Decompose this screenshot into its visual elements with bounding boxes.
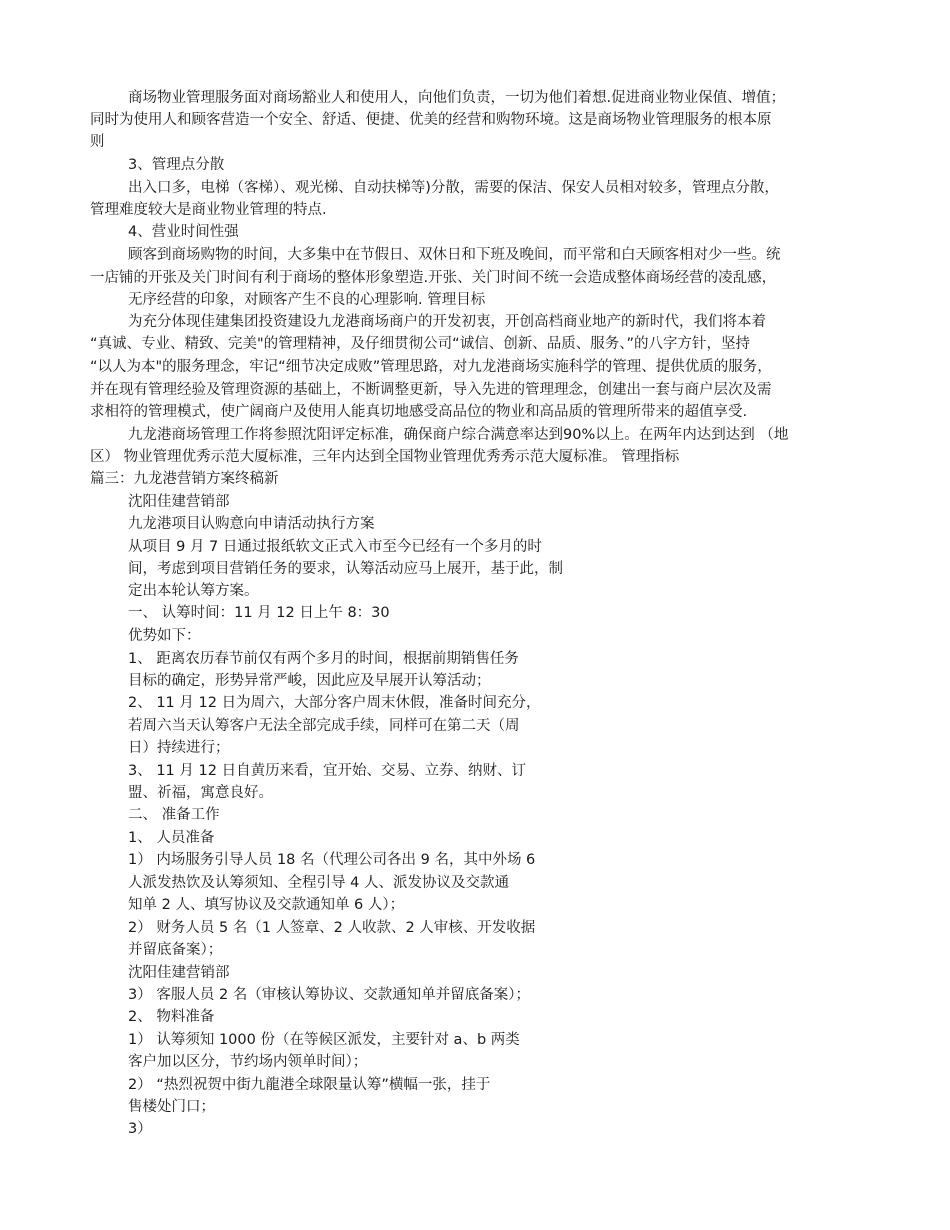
text-line: 同时为使用人和顾客营造一个安全、舒适、便捷、优美的经营和购物环境。这是商场物业管理服务的根本原 <box>90 112 772 128</box>
text-line: 沈阳佳建营销部 <box>128 494 230 510</box>
text-line: “以人为本"的服务理念，牢记“细节决定成败”管理思路，对九龙港商场实施科学的管理、提供优质的服务， <box>90 359 772 375</box>
text-line: 3） 客服人员 2 名（审核认筹协议、交款通知单并留底备案）； <box>128 987 531 1003</box>
text-line: 管理难度较大是商业物业管理的特点. <box>90 202 327 218</box>
text-line: 日）持续进行； <box>128 740 230 756</box>
text-line: 沈阳佳建营销部 <box>128 965 230 981</box>
text-line: 若周六当天认筹客户无法全部完成手续，同样可在第二天（周 <box>128 718 520 734</box>
text-line: 2） 财务人员 5 名（1 人签章、2 人收款、2 人审核、开发收据 <box>128 920 536 936</box>
text-line: 九龙港商场管理工作将参照沈阳评定标准，确保商户综合满意率达到90%以上。在两年内达到达到 （地 <box>128 427 789 443</box>
text-line: 商场物业管理服务面对商场豁业人和使用人，向他们负责，一切为他们着想.促进商业物业保值、增值； <box>128 90 786 106</box>
text-line: 1） 内场服务引导人员 18 名（代理公司各出 9 名，其中外场 6 <box>128 852 536 868</box>
text-line: 一、 认筹时间：11 月 12 日上午 8：30 <box>128 605 390 621</box>
text-line: 盟、祈福，寓意良好。 <box>128 785 273 801</box>
text-line: 2、 物料准备 <box>128 1009 215 1025</box>
text-line: 2、 11 月 12 日为周六，大部分客户周末休假，准备时间充分， <box>128 695 541 711</box>
text-line: 无序经营的印象，对顾客产生不良的心理影响. 管理目标 <box>128 292 486 308</box>
text-line: 知单 2 人、填写协议及交款通知单 6 人）； <box>128 897 405 913</box>
text-line: 售楼处门口； <box>128 1099 215 1115</box>
text-line: 则 <box>90 134 105 150</box>
section-heading: 3、管理点分散 <box>128 157 225 173</box>
section-heading: 4、营业时间性强 <box>128 224 239 240</box>
text-line: 一店铺的开张及关门时间有利于商场的整体形象塑造.开张、关门时间不统一会造成整体商场经营的凌乱感， <box>90 270 777 286</box>
text-line: “真诚、专业、精致、完美"的管理精神，及仔细贯彻公司“诚信、创新、品质、服务、”的八字方针，坚持 <box>90 336 750 352</box>
text-line: 3） <box>128 1121 152 1137</box>
text-line: 并在现有管理经验及管理资源的基础上，不断调整更新，导入先进的管理理念，创建出一套与商户层次及需 <box>90 382 772 398</box>
text-line: 出入口多，电梯（客梯）、观光梯、自动扶梯等)分散，需要的保洁、保安人员相对较多，管理点分散， <box>128 180 779 196</box>
text-line: 顾客到商场购物的时间，大多集中在节假日、双休日和下班及晚间，而平常和白天顾客相对少一些。统 <box>128 247 781 263</box>
text-line: 区） 物业管理优秀示范大厦标准，三年内达到全国物业管理优秀秀示范大厦标准。 管理指标 <box>90 449 680 465</box>
text-line: 优势如下： <box>128 628 201 644</box>
text-line: 并留底备案）； <box>128 942 223 958</box>
text-line: 为充分体现佳建集团投资建设九龙港商场商户的开发初衷，开创高档商业地产的新时代，我们将本着 <box>128 314 766 330</box>
text-line: 二、 准备工作 <box>128 807 220 823</box>
text-line: 从项目 9 月 7 日通过报纸软文正式入市至今已经有一个多月的时 <box>128 539 542 555</box>
text-line: 1、 距离农历春节前仅有两个多月的时间，根据前期销售任务 <box>128 651 519 667</box>
text-line: 人派发热饮及认筹须知、全程引导 4 人、派发协议及交款通 <box>128 875 509 891</box>
text-line: 1） 认筹须知 1000 份（在等候区派发，主要针对 a、b 两类 <box>128 1032 520 1048</box>
text-line: 2） “热烈祝贺中街九龍港全球限量认筹”横幅一张，挂于 <box>128 1077 491 1093</box>
text-line: 目标的确定，形势异常严峻，因此应及早展开认筹活动； <box>128 673 491 689</box>
text-line: 定出本轮认筹方案。 <box>128 583 259 599</box>
text-line: 九龙港项目认购意向申请活动执行方案 <box>128 516 375 532</box>
text-line: 客户加以区分，节约场内领单时间）； <box>128 1054 368 1070</box>
section-title: 篇三：九龙港营销方案终稿新 <box>90 471 279 487</box>
text-line: 求相符的管理模式，使广阔商户及使用人能真切地感受高品位的物业和高品质的管理所带来的超值享受. <box>90 404 748 420</box>
text-line: 3、 11 月 12 日自黄历来看，宜开始、交易、立券、纳财、订 <box>128 763 527 779</box>
text-line: 1、 人员准备 <box>128 830 215 846</box>
text-line: 间，考虑到项目营销任务的要求，认筹活动应马上展开，基于此，制 <box>128 561 563 577</box>
